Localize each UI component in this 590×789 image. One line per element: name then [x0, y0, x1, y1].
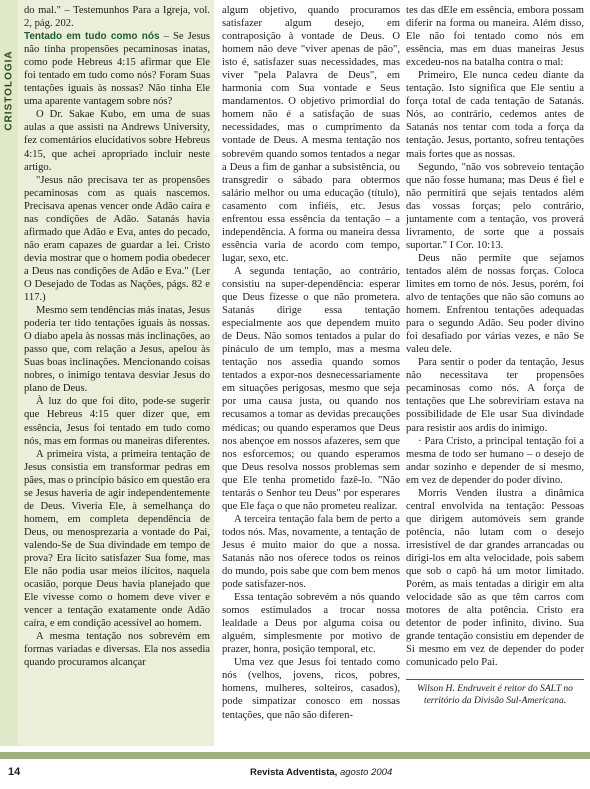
section-label [0, 45, 18, 135]
article-column-3 [406, 4, 584, 707]
paragraph: A mesma tentação nos sobrevém em formas variadas e diversas. Ela nos assedia quando procuramos alcançar [24, 631, 210, 669]
paragraph: Deus não permite que sejamos tentados além de nossas forças. Coloca limites em torno de nós. Jesus, porém, foi alvo de tentações que não são comuns ao homem. Enfrentou tentações adequadas para o segundo Adão. Seu poder divino foi desafiado por várias vezes, e não Se valeu dele. [406, 252, 584, 356]
author-byline: Wilson H. Endruveit é reitor do SALT no território da Divisão Sul-Americana. [417, 683, 573, 707]
paragraph: Mesmo sem tendências más inatas, Jesus poderia ter tido tentações iguais às nossas. O diabo apela às nossas más inclinações, ao passo que, com relação a Jesus, apelou às Suas boas inclinações. Mencionando coisas nobres, o inimigo tentava desviar Jesus do plano de Deus. [24, 305, 210, 395]
paragraph: algum objetivo, quando procuramos satisfazer algum desejo, em contraposição à vontade de Deus. O homem não deve "viver apenas de pão", isto é, satisfazer suas necessidades, mas viver "pela Palavra de Deus", em harmonia com Sua vontade e Seus mandamentos. O objetivo primordial do homem não é a satisfação de suas necessidades, mas o cumprimento da vontade de Deus. A mesma tentação nos sobrevém quando somos tentados a negar a Deus a fim de ganhar a subsistência, ou transgredir o sábado para obtermos salário melhor ou uma educação (título), casamento com infiéis, etc. Jesus enfrentou essa essência da tentação – a independência. A forma ou maneira dessa essência varia de acordo com tempo, lugar, sexo, etc. [222, 5, 400, 264]
paragraph-text: – Se Jesus não tinha propensões pecaminosas inatas, como pode Hebreus 4:15 afirmar que Ele foi tentado em tudo como nós? Foram Suas tentações iguais às nossas? Não tinha Ele uma aparente vantagem sobre nós? [24, 31, 210, 108]
page-number: 14 [8, 766, 21, 778]
footer-publication [250, 767, 392, 778]
paragraph: Para sentir o poder da tentação, Jesus não necessitava ter propensões pecaminosas como nós. A força de tentações que Lhe sobreviriam estava na possibilidade de Ele usar Sua divindade para resistir aos ardis do inimigo. [406, 357, 584, 434]
paragraph: A primeira vista, a primeira tentação de Jesus consistia em transformar pedras em pães, mas o princípio básico em questão era se Jesus haveria de agir independentemente de Deus. Viveria Ele, à semelhança do homem, em completa dependência de Deus, ou menosprezaria a vontade do Pai, valendo-Se de Sua divindade em tempo de prova? Era lícito satisfazer Sua fome, mas Ele não podia usar meios ilícitos, naquela ocasião, porque Deus havia planejado que Ele vivesse como o homem deve viver e vencer a tentação exatamente onde Adão caíra, e em condição acessível ao homem. [24, 448, 210, 630]
paragraph: Uma vez que Jesus foi tentado como nós (velhos, jovens, ricos, pobres, homens, mulheres, solteiros, casados), pode simpatizar conosco em nossas tentações, que não são diferen- [222, 657, 400, 721]
paragraph: Primeiro, Ele nunca cedeu diante da tentação. Isto significa que Ele sentiu a força total de cada tentação de Satanás. Nós, ao contrário, cedemos antes de Satanás nos tentar com toda a força da tentação. Jesus, portanto, sofreu tentações mais fortes que as nossas. [406, 70, 584, 160]
section-label-text: CRISTOLOGIA [3, 49, 15, 131]
article-column-2 [222, 4, 400, 722]
paragraph: A segunda tentação, ao contrário, consistiu na super-dependência: esperar que Deus fizesse o que não prometera. Satanás dirige essa tentação especialmente aos que dependem muito de Deus. Não somos tentados a pular do pináculo de um templo, mas a mesma tentação nos assedia quando somos tentados a expor-nos desnecessariamente em situações perigosas, mesmo que seja por uma causa justa, ou quando nos recusamos a tomar as devidas precauções médicas; ou quando esperamos que Deus nos abençoe em nossos afazeres, sem que nos esforcemos; ou quando esperamos que Deus resolva nossos problemas sem que Ele tenha prometido fazê-lo. "Não tentarás o Senhor teu Deus" por esperares que Ele faça o que não prometeu realizar. [222, 265, 400, 512]
paragraph: Essa tentação sobrevém a nós quando somos estimulados a trocar nossa lealdade a Deus por alguma coisa ou alguém, simplesmente por motivo de prazer, honra, posição temporal, etc. [222, 592, 400, 656]
publication-name: Revista Adventista, [250, 767, 338, 778]
paragraph-with-subhead [24, 30, 210, 108]
paragraph: tes das dEle em essência, embora possam diferir na forma ou maneira. Além disso, Ele não foi tentado como nós em essência, mas em duas maneiras Jesus excedeu-nos na batalha contra o mal: [406, 5, 584, 69]
paragraph: À luz do que foi dito, pode-se sugerir que Hebreus 4:15 quer dizer que, em essência, Jesus foi tentado em tudo como nós, mas em formas ou maneiras diferentes. [24, 396, 210, 447]
paragraph: do mal." – Testemunhos Para a Igreja, vol. 2, pág. 202. [24, 5, 210, 30]
paragraph: Morris Venden ilustra a dinâmica central envolvida na tentação: Pessoas que dirigem automóveis sem grande potência, não lutam com o desejo irresistível de dar grandes arrancadas ou dirigi-los em alta velocidade, pois sabem que sob o capô há um motor limitado. Porém, as mais tentadas a dirigir em alta velocidade são as que têm carros com motores de alta potência. Cristo era detentor de poder infinito, divino. Sua grande tentação consistiu em depender de Si mesmo em vez de depender do poder comunicado pelo Pai. [406, 487, 584, 669]
article-column-1 [24, 4, 210, 669]
paragraph: "Jesus não precisava ter as propensões pecaminosas com as quais nascemos. Precisava apenas vencer onde Adão caíra e nas condições de Adão. Satanás havia afirmado que Adão e Eva, antes do pecado, não eram capazes de guardar a lei. Cristo devia mostrar que o homem podia obedecer a Deus nas condições de Adão e Eva." (Ler O Desejado de Todas as Nações, págs. 82 e 117.) [24, 174, 210, 304]
author-byline-box [406, 679, 584, 707]
footer-bar [0, 752, 590, 759]
paragraph: O Dr. Sakae Kubo, em uma de suas aulas a que assisti na Andrews University, fez comentários elucidativos sobre Hebreus 4:15, que achei apropriado incluir neste artigo. [24, 109, 210, 173]
paragraph: Segundo, "não vos sobreveio tentação que não fosse humana; mas Deus é fiel e não permitirá que sejais tentados além das vossas forças; pelo contrário, juntamente com a tentação, vos proverá livramento, de sorte que a possais suportar." I Cor. 10:13. [406, 161, 584, 251]
paragraph: A terceira tentação fala bem de perto a todos nós. Mas, novamente, a tentação de Jesus é muito maior do que a nossa. Satanás não nos oferece todos os reinos do mundo, pois sabe que com bem menos pode satisfazer-nos. [222, 513, 400, 591]
issue-date: agosto 2004 [339, 767, 393, 778]
subheading: Tentado em tudo como nós [24, 31, 160, 43]
paragraph: · Para Cristo, a principal tentação foi a mesma de todo ser humano – o desejo de andar sozinho e depender de si mesmo, em vez de depender do poder divino. [406, 435, 584, 486]
